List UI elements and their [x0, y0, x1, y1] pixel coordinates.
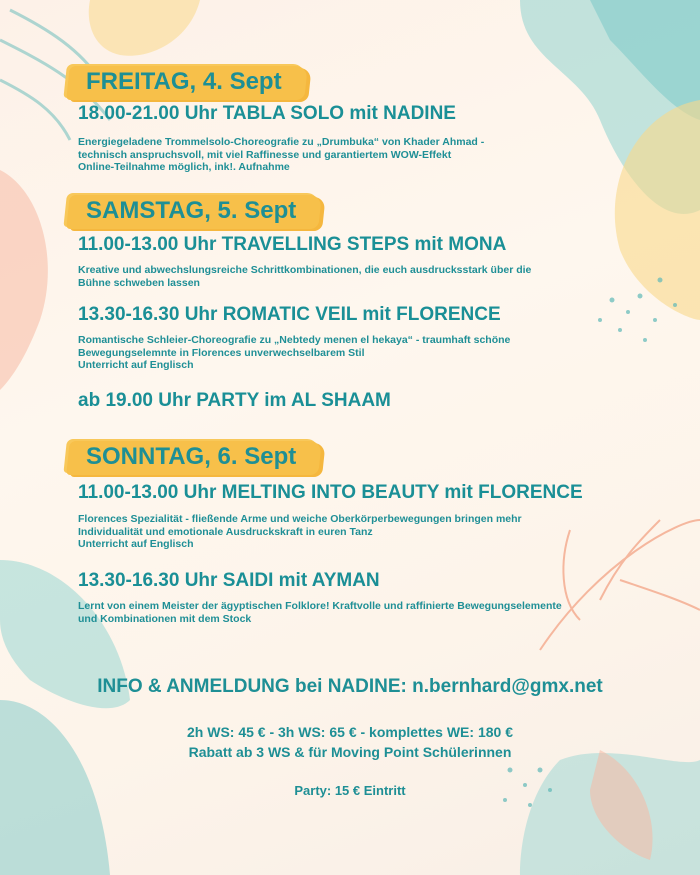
description-line: und Kombinationen mit dem Stock	[78, 612, 252, 625]
description-line: Kreative und abwechslungsreiche Schrittkombinationen, die euch ausdrucksstark über die	[78, 264, 532, 276]
description-line: Florences Spezialität - fließende Arme und weiche Oberkörperbewegungen bringen mehr	[78, 513, 522, 525]
description-line: Romantische Schleier-Choreografie zu „Nebtedy menen el hekaya“ - traumhaft schöne	[78, 334, 511, 346]
event-description	[78, 136, 484, 174]
event-title: 11.00-13.00 Uhr TRAVELLING STEPS mit MONA	[78, 234, 507, 255]
party-price: Party: 15 € Eintritt	[294, 783, 406, 798]
description-line: Online-Teilnahme möglich, ink!. Aufnahme	[78, 161, 290, 173]
event-title: 11.00-13.00 Uhr MELTING INTO BEAUTY mit FLORENCE	[78, 482, 583, 503]
description-line: technisch anspruchsvoll, mit viel Raffinesse und garantiertem WOW-Effekt	[78, 148, 452, 161]
day-heading-saturday: SAMSTAG, 5. Sept	[72, 193, 310, 229]
day-heading-friday: FREITAG, 4. Sept	[72, 64, 296, 100]
party-announcement: ab 19.00 Uhr PARTY im AL SHAAM	[78, 390, 391, 411]
description-line: Lernt von einem Meister der ägyptischen Folklore! Kraftvolle und raffinierte Bewegungselemente	[78, 600, 562, 612]
event-description	[78, 513, 522, 551]
price-list: 2h WS: 45 € - 3h WS: 65 € - komplettes WE: 180 €	[187, 724, 513, 740]
event-title: 18.00-21.00 Uhr TABLA SOLO mit NADINE	[78, 103, 456, 124]
description-line: Unterricht auf Englisch	[78, 538, 194, 550]
event-title: 13.30-16.30 Uhr ROMATIC VEIL mit FLORENCE	[78, 304, 501, 325]
event-title: 13.30-16.30 Uhr SAIDI mit AYMAN	[78, 570, 380, 591]
event-description	[78, 264, 531, 289]
description-line: Bewegungselemnte in Florences unverwechselbarem Stil	[78, 346, 365, 359]
description-line: Bühne schweben lassen	[78, 276, 200, 289]
event-description	[78, 600, 562, 625]
day-heading-sunday: SONNTAG, 6. Sept	[72, 439, 310, 475]
description-line: Unterricht auf Englisch	[78, 359, 194, 371]
description-line: Energiegeladene Trommelsolo-Choreografie zu „Drumbuka“ von Khader Ahmad -	[78, 136, 485, 148]
contact-info: INFO & ANMELDUNG bei NADINE: n.bernhard@gmx.net	[97, 676, 603, 697]
discount-note: Rabatt ab 3 WS & für Moving Point Schülerinnen	[188, 744, 512, 760]
description-line: Individualität und emotionale Ausdruckskraft in euren Tanz	[78, 525, 373, 538]
event-description	[78, 334, 510, 372]
